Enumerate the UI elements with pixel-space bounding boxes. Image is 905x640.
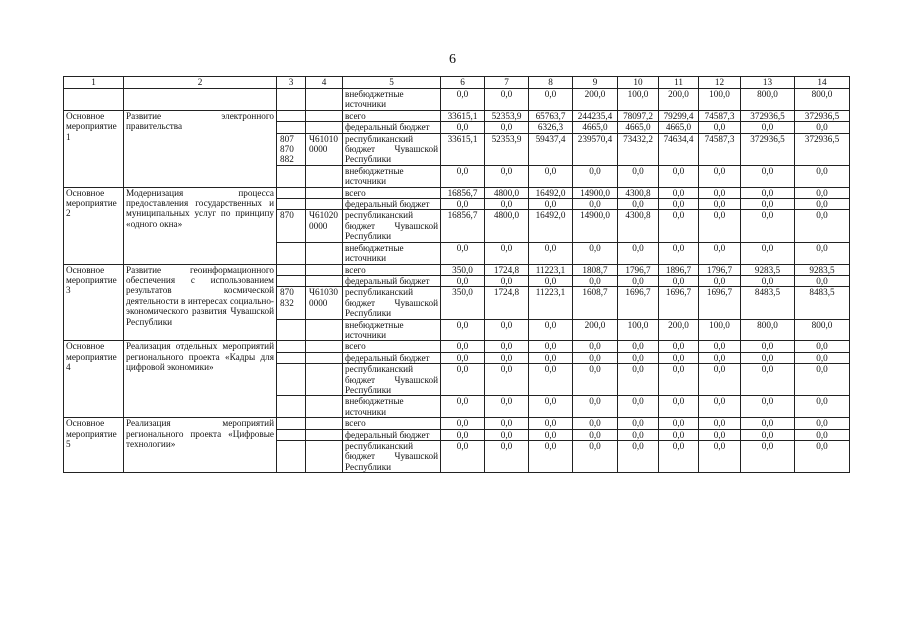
- amount-cell: 372936,5: [741, 133, 795, 165]
- amount-cell: 0,0: [659, 210, 699, 242]
- budget-code: [306, 187, 343, 198]
- amount-cell: 0,0: [795, 275, 850, 286]
- amount-cell: 0,0: [529, 396, 573, 418]
- admin-code: [277, 429, 306, 440]
- amount-cell: 800,0: [741, 89, 795, 111]
- amount-cell: 1608,7: [573, 287, 618, 319]
- amount-cell: 0,0: [741, 165, 795, 187]
- financing-table: [63, 76, 850, 473]
- amount-cell: 0,0: [741, 210, 795, 242]
- amount-cell: 239570,4: [573, 133, 618, 165]
- amount-cell: 8483,5: [795, 287, 850, 319]
- amount-cell: 0,0: [618, 199, 659, 210]
- activity-label: Основное мероприятие 1: [64, 110, 124, 187]
- amount-cell: 0,0: [699, 352, 741, 363]
- budget-code: [306, 418, 343, 429]
- admin-code: [277, 242, 306, 264]
- amount-cell: 0,0: [485, 319, 529, 341]
- amount-cell: 4800,0: [485, 210, 529, 242]
- amount-cell: 0,0: [659, 199, 699, 210]
- amount-cell: 0,0: [741, 122, 795, 133]
- amount-cell: 0,0: [795, 210, 850, 242]
- amount-cell: 244235,4: [573, 110, 618, 121]
- amount-cell: 0,0: [741, 441, 795, 473]
- amount-cell: 0,0: [573, 242, 618, 264]
- amount-cell: 59437,4: [529, 133, 573, 165]
- amount-cell: 0,0: [529, 364, 573, 396]
- funding-source: федеральный бюджет: [343, 275, 441, 286]
- amount-cell: 0,0: [485, 341, 529, 352]
- amount-cell: 0,0: [659, 275, 699, 286]
- amount-cell: 0,0: [441, 364, 485, 396]
- amount-cell: 0,0: [699, 242, 741, 264]
- table-row: [64, 264, 850, 275]
- funding-source: республиканский бюджет Чувашской Республики: [343, 364, 441, 396]
- admin-code: 807 870 882: [277, 133, 306, 165]
- amount-cell: 0,0: [741, 364, 795, 396]
- amount-cell: 0,0: [529, 341, 573, 352]
- amount-cell: 0,0: [659, 242, 699, 264]
- admin-code: [277, 89, 306, 111]
- amount-cell: 33615,1: [441, 133, 485, 165]
- amount-cell: 0,0: [441, 418, 485, 429]
- amount-cell: 0,0: [659, 418, 699, 429]
- amount-cell: 800,0: [795, 319, 850, 341]
- admin-code: [277, 341, 306, 352]
- admin-code: [277, 264, 306, 275]
- amount-cell: 0,0: [659, 441, 699, 473]
- funding-source: федеральный бюджет: [343, 352, 441, 363]
- amount-cell: 0,0: [441, 199, 485, 210]
- amount-cell: 0,0: [485, 199, 529, 210]
- amount-cell: 350,0: [441, 264, 485, 275]
- amount-cell: 74634,4: [659, 133, 699, 165]
- funding-source: внебюджетные источники: [343, 89, 441, 111]
- amount-cell: 1896,7: [659, 264, 699, 275]
- amount-cell: 0,0: [485, 364, 529, 396]
- amount-cell: 4665,0: [659, 122, 699, 133]
- column-header: 13: [741, 77, 795, 89]
- amount-cell: 0,0: [573, 396, 618, 418]
- amount-cell: 350,0: [441, 287, 485, 319]
- amount-cell: 0,0: [573, 352, 618, 363]
- activity-title: [124, 89, 277, 111]
- activity-label: Основное мероприятие 3: [64, 264, 124, 341]
- column-header: 14: [795, 77, 850, 89]
- amount-cell: 0,0: [529, 429, 573, 440]
- admin-code: [277, 441, 306, 473]
- amount-cell: 65763,7: [529, 110, 573, 121]
- admin-code: [277, 187, 306, 198]
- budget-code: [306, 352, 343, 363]
- column-header: 6: [441, 77, 485, 89]
- amount-cell: 0,0: [441, 165, 485, 187]
- amount-cell: 0,0: [795, 187, 850, 198]
- amount-cell: 4300,8: [618, 210, 659, 242]
- budget-code: [306, 429, 343, 440]
- activity-label: Основное мероприятие 5: [64, 418, 124, 473]
- amount-cell: 0,0: [618, 275, 659, 286]
- funding-source: внебюджетные источники: [343, 319, 441, 341]
- amount-cell: 0,0: [618, 429, 659, 440]
- budget-code: [306, 275, 343, 286]
- amount-cell: 0,0: [573, 441, 618, 473]
- amount-cell: 4800,0: [485, 187, 529, 198]
- amount-cell: 0,0: [699, 199, 741, 210]
- budget-code: Ч61030 0000: [306, 287, 343, 319]
- admin-code: [277, 418, 306, 429]
- table-row: [64, 89, 850, 111]
- budget-code: [306, 242, 343, 264]
- amount-cell: 200,0: [573, 319, 618, 341]
- budget-code: [306, 110, 343, 121]
- admin-code: [277, 122, 306, 133]
- amount-cell: 0,0: [741, 396, 795, 418]
- amount-cell: 0,0: [529, 89, 573, 111]
- funding-source: всего: [343, 418, 441, 429]
- column-header: 9: [573, 77, 618, 89]
- amount-cell: 16492,0: [529, 187, 573, 198]
- budget-code: Ч61010 0000: [306, 133, 343, 165]
- column-header: 11: [659, 77, 699, 89]
- amount-cell: 0,0: [699, 396, 741, 418]
- amount-cell: 0,0: [529, 199, 573, 210]
- amount-cell: 0,0: [795, 122, 850, 133]
- activity-title: Модернизация процесса предоставления государственных и муниципальных услуг по принципу «одного окна»: [124, 187, 277, 264]
- funding-source: республиканский бюджет Чувашской Республики: [343, 441, 441, 473]
- amount-cell: 0,0: [699, 122, 741, 133]
- amount-cell: 0,0: [741, 429, 795, 440]
- amount-cell: 0,0: [441, 242, 485, 264]
- amount-cell: 0,0: [485, 418, 529, 429]
- amount-cell: 0,0: [699, 187, 741, 198]
- amount-cell: 16492,0: [529, 210, 573, 242]
- amount-cell: 800,0: [741, 319, 795, 341]
- amount-cell: 0,0: [618, 364, 659, 396]
- table-row: [64, 187, 850, 198]
- budget-code: [306, 341, 343, 352]
- amount-cell: 14900,0: [573, 187, 618, 198]
- amount-cell: 0,0: [659, 396, 699, 418]
- amount-cell: 0,0: [529, 418, 573, 429]
- budget-code: [306, 122, 343, 133]
- amount-cell: 0,0: [618, 352, 659, 363]
- amount-cell: 1808,7: [573, 264, 618, 275]
- budget-code: [306, 441, 343, 473]
- amount-cell: 74587,3: [699, 110, 741, 121]
- table-row: [64, 110, 850, 121]
- column-header: 5: [343, 77, 441, 89]
- amount-cell: 0,0: [659, 165, 699, 187]
- amount-cell: 0,0: [795, 418, 850, 429]
- amount-cell: 200,0: [573, 89, 618, 111]
- amount-cell: 1724,8: [485, 287, 529, 319]
- amount-cell: 0,0: [485, 89, 529, 111]
- table-row: [64, 341, 850, 352]
- activity-title: Развитие геоинформационного обеспечения с использованием результатов космической деятельности в интересах социально-экономического развития Чувашской Республики: [124, 264, 277, 341]
- funding-source: федеральный бюджет: [343, 429, 441, 440]
- amount-cell: 0,0: [795, 396, 850, 418]
- amount-cell: 0,0: [485, 165, 529, 187]
- amount-cell: 1696,7: [659, 287, 699, 319]
- funding-source: всего: [343, 110, 441, 121]
- budget-code: [306, 396, 343, 418]
- amount-cell: 1724,8: [485, 264, 529, 275]
- amount-cell: 0,0: [529, 242, 573, 264]
- amount-cell: 0,0: [529, 319, 573, 341]
- amount-cell: 0,0: [659, 364, 699, 396]
- amount-cell: 0,0: [529, 275, 573, 286]
- admin-code: [277, 364, 306, 396]
- amount-cell: 0,0: [441, 275, 485, 286]
- amount-cell: 8483,5: [741, 287, 795, 319]
- funding-source: федеральный бюджет: [343, 122, 441, 133]
- amount-cell: 1796,7: [699, 264, 741, 275]
- amount-cell: 0,0: [441, 396, 485, 418]
- admin-code: 870 832: [277, 287, 306, 319]
- amount-cell: 0,0: [699, 210, 741, 242]
- amount-cell: 0,0: [573, 429, 618, 440]
- amount-cell: 1796,7: [618, 264, 659, 275]
- amount-cell: 16856,7: [441, 187, 485, 198]
- amount-cell: 200,0: [659, 89, 699, 111]
- activity-title: Реализация мероприятий регионального проекта «Цифровые технологии»: [124, 418, 277, 473]
- amount-cell: 14900,0: [573, 210, 618, 242]
- amount-cell: 800,0: [795, 89, 850, 111]
- amount-cell: 0,0: [485, 352, 529, 363]
- amount-cell: 0,0: [441, 122, 485, 133]
- funding-source: федеральный бюджет: [343, 199, 441, 210]
- amount-cell: 79299,4: [659, 110, 699, 121]
- budget-code: [306, 89, 343, 111]
- amount-cell: 0,0: [618, 441, 659, 473]
- activity-title: Реализация отдельных мероприятий регионального проекта «Кадры для цифровой экономики»: [124, 341, 277, 418]
- amount-cell: 9283,5: [741, 264, 795, 275]
- table-row: [64, 418, 850, 429]
- admin-code: [277, 396, 306, 418]
- column-header: 8: [529, 77, 573, 89]
- amount-cell: 0,0: [618, 418, 659, 429]
- amount-cell: 11223,1: [529, 287, 573, 319]
- funding-source: внебюджетные источники: [343, 396, 441, 418]
- amount-cell: 0,0: [795, 352, 850, 363]
- column-header: 3: [277, 77, 306, 89]
- amount-cell: 0,0: [741, 242, 795, 264]
- amount-cell: 4665,0: [618, 122, 659, 133]
- amount-cell: 0,0: [485, 275, 529, 286]
- budget-code: [306, 264, 343, 275]
- amount-cell: 0,0: [485, 396, 529, 418]
- amount-cell: 4665,0: [573, 122, 618, 133]
- funding-source: республиканский бюджет Чувашской Республики: [343, 133, 441, 165]
- amount-cell: 0,0: [659, 187, 699, 198]
- amount-cell: 0,0: [659, 429, 699, 440]
- amount-cell: 0,0: [485, 441, 529, 473]
- amount-cell: 4300,8: [618, 187, 659, 198]
- budget-code: [306, 199, 343, 210]
- amount-cell: 0,0: [529, 165, 573, 187]
- funding-source: всего: [343, 341, 441, 352]
- amount-cell: 200,0: [659, 319, 699, 341]
- amount-cell: 0,0: [659, 352, 699, 363]
- amount-cell: 372936,5: [795, 110, 850, 121]
- funding-source: всего: [343, 264, 441, 275]
- amount-cell: 0,0: [441, 89, 485, 111]
- amount-cell: 0,0: [699, 275, 741, 286]
- amount-cell: 0,0: [573, 165, 618, 187]
- amount-cell: 0,0: [795, 165, 850, 187]
- amount-cell: 0,0: [485, 122, 529, 133]
- amount-cell: 100,0: [699, 319, 741, 341]
- amount-cell: 0,0: [795, 441, 850, 473]
- amount-cell: 0,0: [795, 364, 850, 396]
- amount-cell: 0,0: [573, 275, 618, 286]
- admin-code: [277, 352, 306, 363]
- amount-cell: 0,0: [795, 199, 850, 210]
- amount-cell: 0,0: [741, 341, 795, 352]
- amount-cell: 0,0: [573, 364, 618, 396]
- funding-source: всего: [343, 187, 441, 198]
- funding-source: республиканский бюджет Чувашской Республики: [343, 210, 441, 242]
- amount-cell: 6326,3: [529, 122, 573, 133]
- amount-cell: 78097,2: [618, 110, 659, 121]
- amount-cell: 0,0: [699, 441, 741, 473]
- budget-code: [306, 319, 343, 341]
- activity-label: Основное мероприятие 4: [64, 341, 124, 418]
- amount-cell: 0,0: [441, 341, 485, 352]
- amount-cell: 52353,9: [485, 133, 529, 165]
- budget-code: [306, 165, 343, 187]
- amount-cell: 0,0: [699, 165, 741, 187]
- amount-cell: 0,0: [573, 341, 618, 352]
- funding-source: внебюджетные источники: [343, 165, 441, 187]
- amount-cell: 0,0: [529, 441, 573, 473]
- column-header: 2: [124, 77, 277, 89]
- column-header: 4: [306, 77, 343, 89]
- amount-cell: 0,0: [441, 319, 485, 341]
- amount-cell: 0,0: [529, 352, 573, 363]
- admin-code: [277, 165, 306, 187]
- amount-cell: 0,0: [699, 418, 741, 429]
- amount-cell: 0,0: [441, 429, 485, 440]
- amount-cell: 0,0: [485, 429, 529, 440]
- amount-cell: 0,0: [795, 341, 850, 352]
- amount-cell: 33615,1: [441, 110, 485, 121]
- activity-label: Основное мероприятие 2: [64, 187, 124, 264]
- activity-title: Развитие электронного правительства: [124, 110, 277, 187]
- admin-code: [277, 110, 306, 121]
- amount-cell: 0,0: [441, 352, 485, 363]
- amount-cell: 1696,7: [699, 287, 741, 319]
- amount-cell: 0,0: [741, 352, 795, 363]
- amount-cell: 0,0: [741, 418, 795, 429]
- amount-cell: 16856,7: [441, 210, 485, 242]
- budget-code: Ч61020 0000: [306, 210, 343, 242]
- amount-cell: 0,0: [618, 165, 659, 187]
- column-header: 12: [699, 77, 741, 89]
- column-header: 7: [485, 77, 529, 89]
- admin-code: [277, 199, 306, 210]
- admin-code: [277, 275, 306, 286]
- amount-cell: 52353,9: [485, 110, 529, 121]
- amount-cell: 0,0: [441, 441, 485, 473]
- amount-cell: 0,0: [795, 242, 850, 264]
- amount-cell: 1696,7: [618, 287, 659, 319]
- amount-cell: 0,0: [795, 429, 850, 440]
- admin-code: [277, 319, 306, 341]
- amount-cell: 0,0: [573, 199, 618, 210]
- amount-cell: 0,0: [741, 275, 795, 286]
- table-header: [64, 77, 850, 89]
- amount-cell: 74587,3: [699, 133, 741, 165]
- amount-cell: 0,0: [618, 396, 659, 418]
- amount-cell: 0,0: [659, 341, 699, 352]
- amount-cell: 0,0: [699, 364, 741, 396]
- funding-source: республиканский бюджет Чувашской Республики: [343, 287, 441, 319]
- amount-cell: 0,0: [485, 242, 529, 264]
- admin-code: 870: [277, 210, 306, 242]
- amount-cell: 0,0: [618, 341, 659, 352]
- amount-cell: 0,0: [699, 341, 741, 352]
- amount-cell: 372936,5: [741, 110, 795, 121]
- amount-cell: 100,0: [699, 89, 741, 111]
- amount-cell: 0,0: [573, 418, 618, 429]
- amount-cell: 11223,1: [529, 264, 573, 275]
- amount-cell: 0,0: [699, 429, 741, 440]
- amount-cell: 0,0: [741, 187, 795, 198]
- amount-cell: 73432,2: [618, 133, 659, 165]
- activity-label: [64, 89, 124, 111]
- amount-cell: 100,0: [618, 319, 659, 341]
- page-number: 6: [449, 52, 456, 67]
- amount-cell: 100,0: [618, 89, 659, 111]
- column-header: 1: [64, 77, 124, 89]
- budget-code: [306, 364, 343, 396]
- funding-source: внебюджетные источники: [343, 242, 441, 264]
- amount-cell: 0,0: [618, 242, 659, 264]
- amount-cell: 372936,5: [795, 133, 850, 165]
- amount-cell: 9283,5: [795, 264, 850, 275]
- amount-cell: 0,0: [741, 199, 795, 210]
- column-header: 10: [618, 77, 659, 89]
